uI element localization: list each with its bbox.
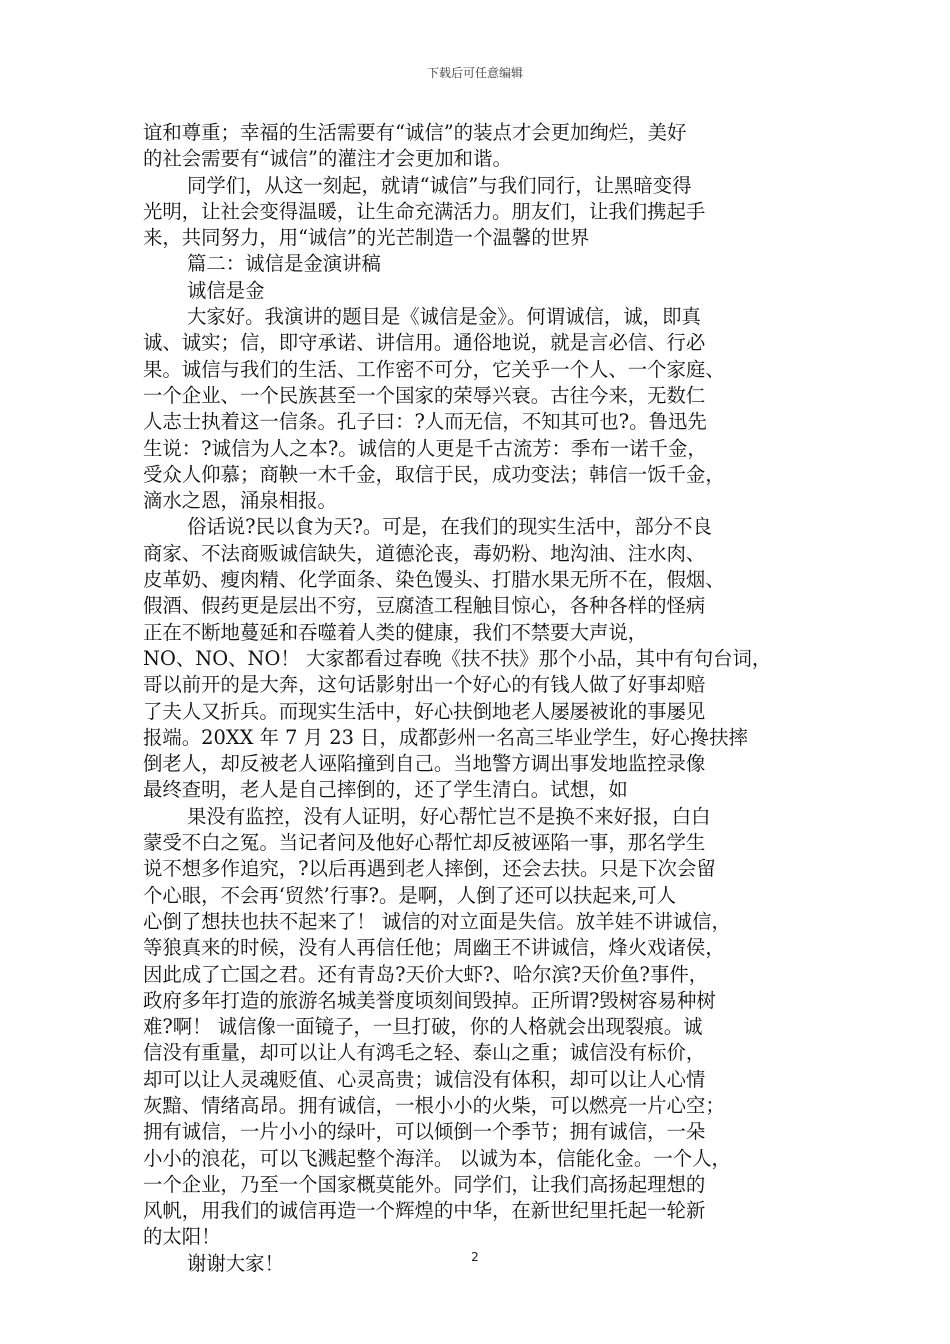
text-line: NO、NO、NO！ 大家都看过春晚《扶不扶》那个小品，其中有句台词， (143, 646, 772, 670)
text-line: 拥有诚信，一片小小的绿叶，可以倾倒一个季节；拥有诚信，一朵 (143, 1120, 706, 1144)
text-line: 正在不断地蔓延和吞噬着人类的健康，我们不禁要大声说， (143, 620, 648, 644)
text-line: 政府多年打造的旅游名城美誉度顷刻间毁掉。正所谓?毁树容易种树 (143, 988, 716, 1012)
text-line: 俗话说?民以食为天?。可是，在我们的现实生活中，部分不良 (187, 515, 712, 539)
text-line: 灰黯、情绪高昂。拥有诚信，一根小小的火柴，可以燃亮一片心空； (143, 1093, 725, 1117)
text-line: 了夫人又折兵。而现实生活中，好心扶倒地老人屡屡被讹的事屡见 (143, 699, 706, 723)
text-line: 生说：?诚信为人之本?。诚信的人更是千古流芳：季布一诺千金， (143, 436, 707, 460)
text-line: 的太阳！ (143, 1225, 221, 1249)
text-line: 等狼真来的时候，没有人再信任他；周幽王不讲诚信，烽火戏诸侯， (143, 936, 725, 960)
text-line: 篇二：诚信是金演讲稿 (187, 252, 381, 276)
text-line: 一个企业、一个民族甚至一个国家的荣辱兴衰。古往今来，无数仁 (143, 383, 706, 407)
text-line: 的社会需要有“诚信”的灌注才会更加和谐。 (143, 147, 512, 171)
text-line: 果没有监控，没有人证明，好心帮忙岂不是换不来好报，白白 (187, 804, 711, 828)
text-line: 受众人仰慕；商鞅一木千金，取信于民，成功变法；韩信一饭千金， (143, 462, 725, 486)
text-line: 同学们，从这一刻起，就请“诚信”与我们同行，让黑暗变得 (187, 173, 692, 197)
text-line: 人志士执着这一信条。孔子曰：?人而无信，不知其可也?。鲁迅先 (143, 410, 707, 434)
text-line: 却可以让人灵魂贬值、心灵高贵；诚信没有体积，却可以让人心情 (143, 1067, 706, 1091)
text-line: 小小的浪花，可以飞溅起整个海洋。 以诚为本，信能化金。一个人， (143, 1146, 731, 1170)
text-line: 果。诚信与我们的生活、工作密不可分，它关乎一个人、一个家庭、 (143, 357, 725, 381)
text-line: 皮革奶、瘦肉精、化学面条、染色馒头、打腊水果无所不在，假烟、 (143, 568, 725, 592)
text-line: 最终查明，老人是自己摔倒的，还了学生清白。试想，如 (143, 778, 628, 802)
text-line: 诚信是金 (187, 278, 265, 302)
text-line: 心倒了想扶也扶不起来了！ 诚信的对立面是失信。放羊娃不讲诚信， (143, 909, 731, 933)
text-line: 谢谢大家！ (187, 1251, 284, 1275)
text-line: 蒙受不白之冤。当记者问及他好心帮忙却反被诬陷一事，那名学生 (143, 831, 706, 855)
text-line: 大家好。我演讲的题目是《诚信是金》。何谓诚信，诚，即真 (187, 305, 701, 329)
document-body (143, 120, 807, 1277)
text-line: 风帆，用我们的诚信再造一个辉煌的中华，在新世纪里托起一轮新 (143, 1199, 706, 1223)
text-line: 难?啊！ 诚信像一面镜子，一旦打破，你的人格就会出现裂痕。诚 (143, 1015, 703, 1039)
text-line: 哥以前开的是大奔，这句话影射出一个好心的有钱人做了好事却赔 (143, 673, 706, 697)
page-number: 2 (471, 1250, 479, 1264)
text-line: 谊和尊重；幸福的生活需要有“诚信”的装点才会更加绚烂，美好 (143, 121, 687, 144)
text-line: 光明，让社会变得温暖，让生命充满活力。朋友们，让我们携起手 (143, 199, 706, 223)
text-line: 一个企业，乃至一个国家概莫能外。同学们，让我们高扬起理想的 (143, 1172, 706, 1196)
text-line: 说不想多作追究，?以后再遇到老人摔倒，还会去扶。只是下次会留 (143, 857, 716, 881)
text-line: 假酒、假药更是层出不穷，豆腐渣工程触目惊心，各种各样的怪病 (143, 594, 706, 618)
text-line: 报端。20XX 年 7 月 23 日，成都彭州一名高三毕业学生，好心搀扶摔 (143, 725, 748, 749)
text-line: 商家、不法商贩诚信缺失，道德沦丧，毒奶粉、地沟油、注水肉、 (143, 541, 706, 565)
text-line: 倒老人，却反被老人诬陷撞到自己。当地警方调出事发地监控录像 (143, 752, 706, 776)
text-line: 滴水之恩，涌泉相报。 (143, 489, 337, 513)
text-line: 诚、诚实；信，即守承诺、讲信用。通俗地说，就是言必信、行必 (143, 331, 706, 355)
page-header: 下载后可任意编辑 (426, 66, 523, 80)
text-line: 因此成了亡国之君。还有青岛?天价大虾?、哈尔滨?天价鱼?事件， (143, 962, 709, 986)
text-line: 来，共同努力，用“诚信”的光芒制造一个温馨的世界 (143, 226, 590, 250)
text-line: 信没有重量，却可以让人有鸿毛之轻、泰山之重；诚信没有标价， (143, 1041, 706, 1065)
text-line: 个心眼，不会再‘贸然’行事?。是啊，人倒了还可以扶起来,可人 (143, 883, 677, 907)
